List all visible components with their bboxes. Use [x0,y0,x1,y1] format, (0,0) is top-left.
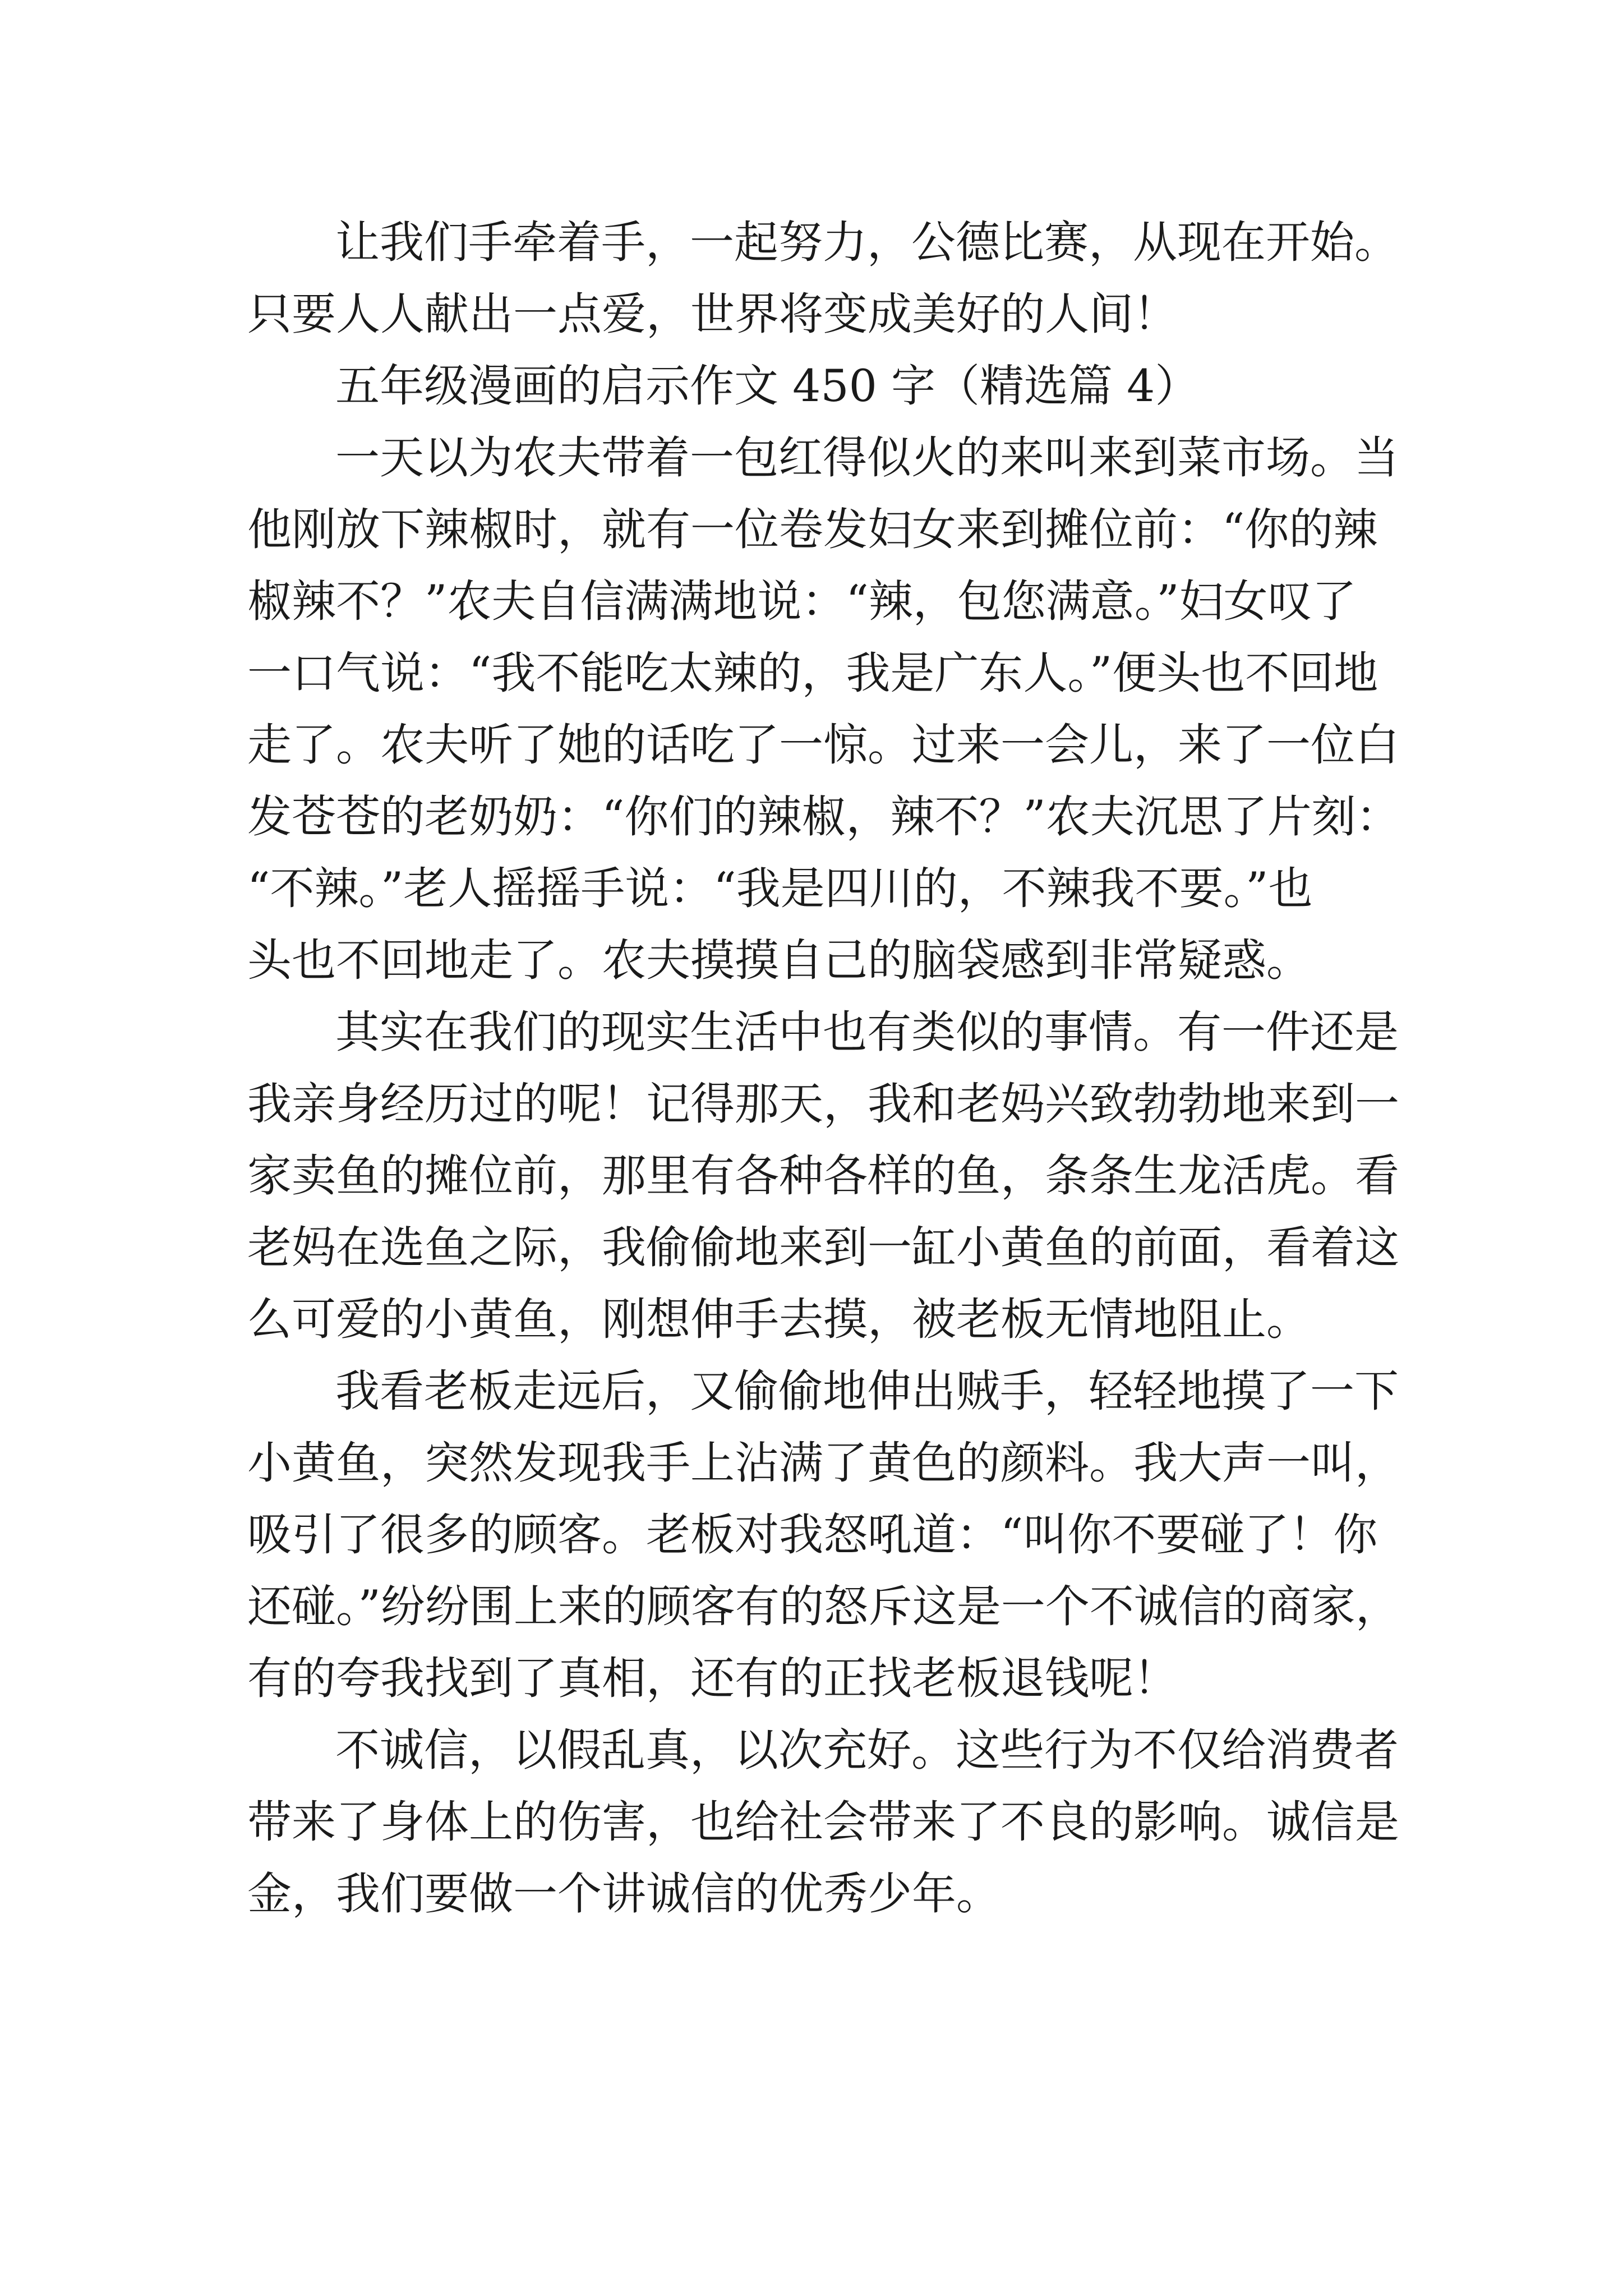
text-line: 不诚信，以假乱真，以次充好。这些行为不仅给消费者 [335,1724,1399,1776]
text-line: 老妈在选鱼之际，我偷偷地来到一缸小黄鱼的前面，看着这 [247,1222,1399,1273]
text-line: 还碰。”纷纷围上来的顾客有的怒斥这是一个不诚信的商家， [247,1581,1400,1632]
text-line: 让我们手牵着手，一起努力，公德比赛，从现在开始。 [335,217,1399,268]
text-line: 头也不回地走了。农夫摸摸自己的脑袋感到非常疑惑。 [247,935,1311,986]
text-line: 吸引了很多的顾客。老板对我怒吼道：“叫你不要碰了！你 [247,1509,1378,1561]
text-line: 他刚放下辣椒时，就有一位卷发妇女来到摊位前：“你的辣 [247,504,1378,555]
text-line: 家卖鱼的摊位前，那里有各种各样的鱼，条条生龙活虎。看 [247,1150,1399,1202]
text-line: 其实在我们的现实生活中也有类似的事情。有一件还是 [335,1006,1399,1058]
text-line: 一口气说：“我不能吃太辣的，我是广东人。”便头也不回地 [247,647,1378,699]
text-line: 发苍苍的老奶奶：“你们的辣椒，辣不？”农夫沉思了片刻： [247,791,1400,843]
text-line: 小黄鱼，突然发现我手上沾满了黄色的颜料。我大声一叫， [247,1437,1399,1489]
text-line: 椒辣不？”农夫自信满满地说：“辣，包您满意。”妇女叹了 [247,576,1357,627]
section-title: 五年级漫画的启示作文 450 字（精选篇 4） [335,360,1200,412]
text-line: 走了。农夫听了她的话吃了一惊。过来一会儿，来了一位白 [247,719,1399,771]
text-line: 我看老板走远后，又偷偷地伸出贼手，轻轻地摸了一下 [335,1365,1399,1417]
text-line: 只要人人献出一点爱，世界将变成美好的人间！ [247,288,1178,340]
text-line: 金，我们要做一个讲诚信的优秀少年。 [247,1868,1000,1920]
text-line: 带来了身体上的伤害，也给社会带来了不良的影响。诚信是 [247,1796,1399,1848]
document-body [247,206,1403,1930]
text-line: “不辣。”老人摇摇手说：“我是四川的，不辣我不要。”也 [247,863,1313,914]
text-line: 么可爱的小黄鱼，刚想伸手去摸，被老板无情地阻止。 [247,1294,1311,1345]
text-line: 有的夸我找到了真相，还有的正找老板退钱呢！ [247,1653,1178,1704]
text-line: 我亲身经历过的呢！记得那天，我和老妈兴致勃勃地来到一 [247,1078,1399,1130]
text-line: 一天以为农夫带着一包红得似火的来叫来到菜市场。当 [335,432,1399,484]
